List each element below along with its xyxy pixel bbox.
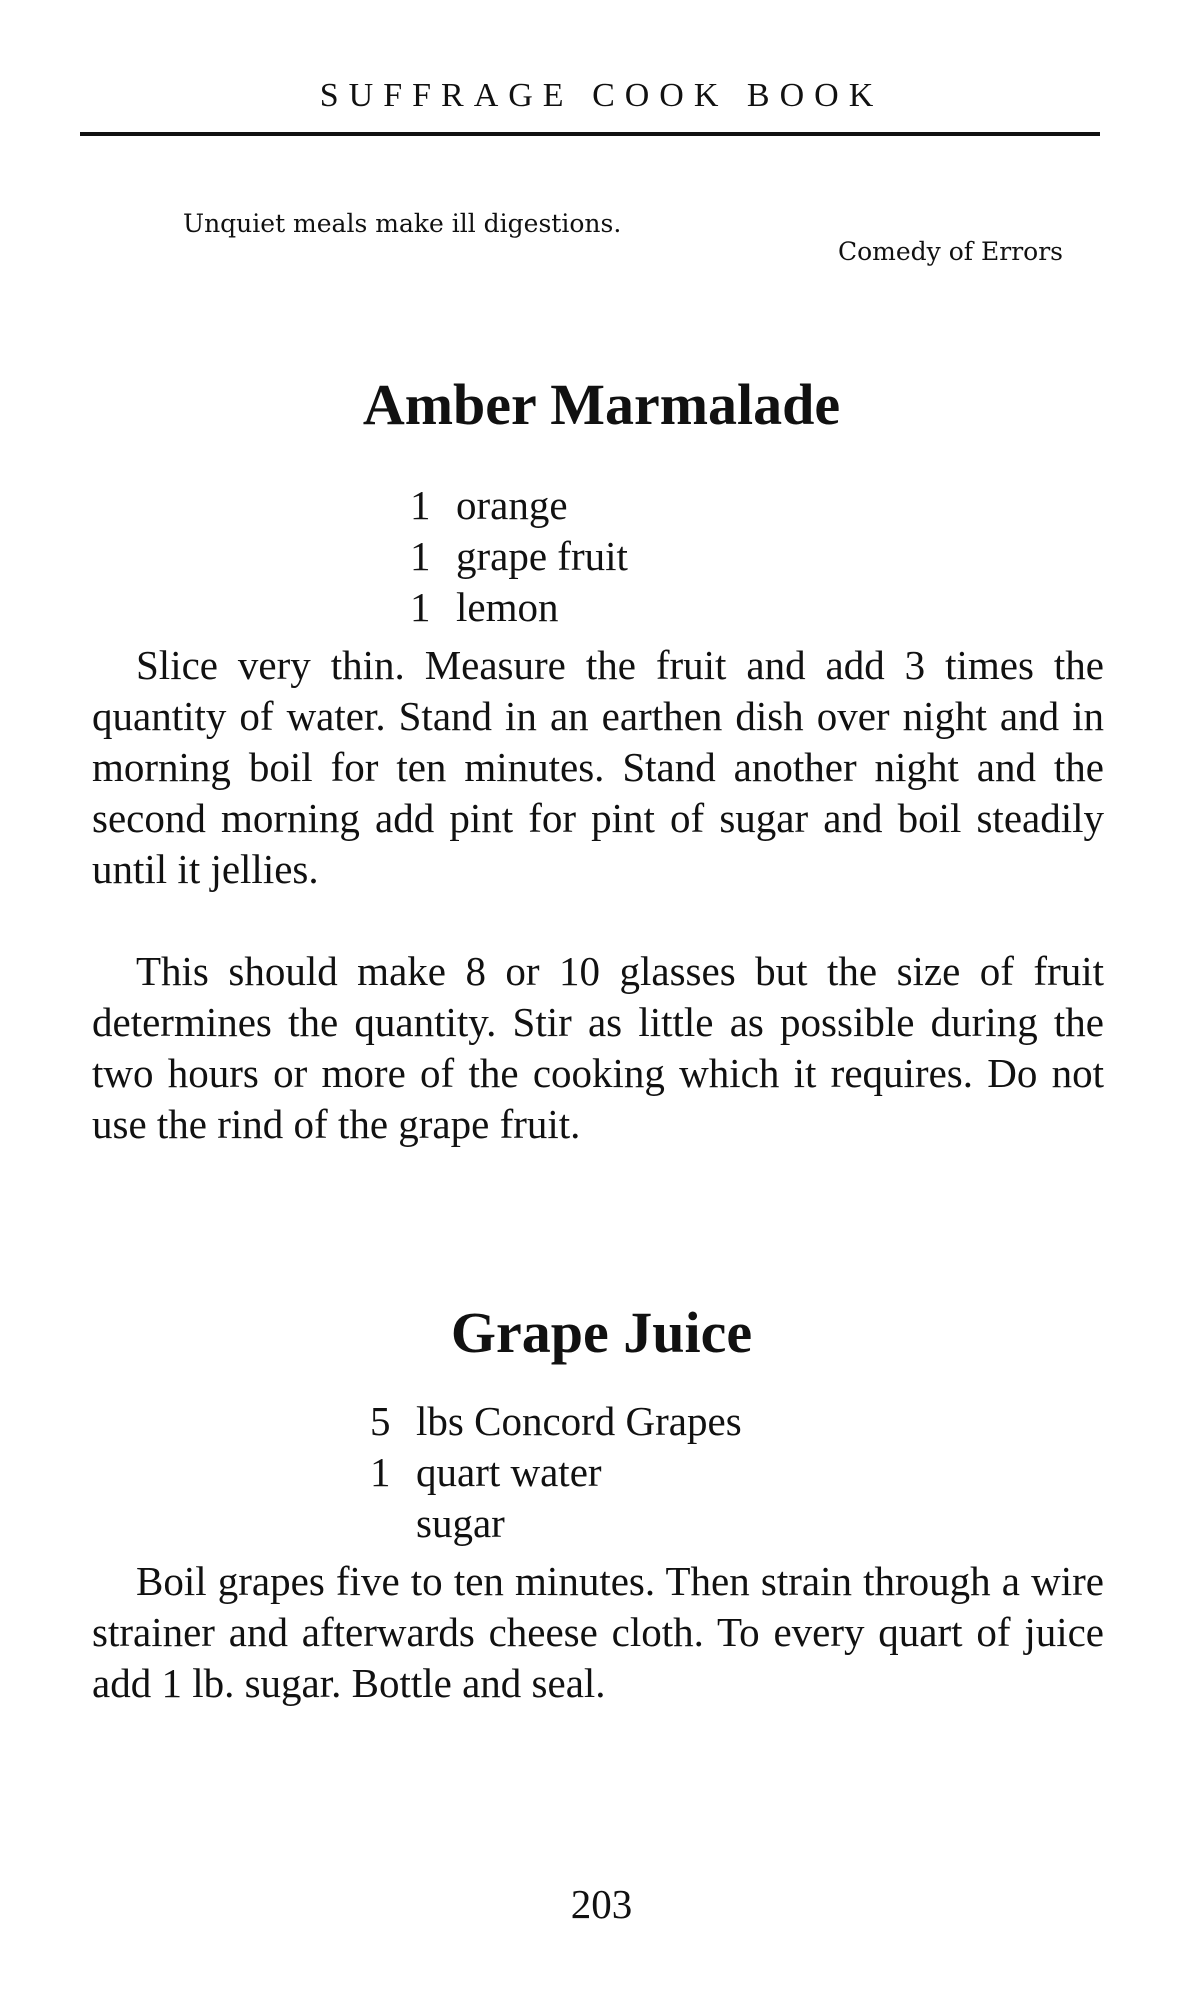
ingredient-name: quart water: [416, 1449, 602, 1495]
recipe-instructions-paragraph: Slice very thin. Measure the fruit and add 3 times the quantity of water. Stand in an earthen dish over night and in morning boil for ten minutes. Stand another night and the second morning add pint for pint of sugar and boil steadily until it jellies.: [92, 642, 1104, 892]
epigraph-quote: Unquiet meals make ill digestions.: [183, 209, 622, 238]
ingredient-quantity: 1: [370, 1449, 391, 1495]
recipe-instructions-paragraph: Boil grapes five to ten minutes. Then strain through a wire strainer and afterwards cheese cloth. To every quart of juice add 1 lb. sugar. Bottle and seal.: [92, 1558, 1104, 1706]
ingredient-name: lemon: [456, 584, 559, 630]
header-rule: [80, 132, 1100, 136]
ingredient-quantity: 1: [410, 482, 431, 528]
page-number: 203: [570, 1881, 633, 1927]
epigraph-source: Comedy of Errors: [838, 237, 1063, 266]
ingredient-item: [370, 1396, 742, 1447]
ingredient-item: [370, 1498, 742, 1549]
ingredient-item: [410, 480, 628, 531]
ingredient-name: orange: [456, 482, 568, 528]
ingredient-name: sugar: [416, 1500, 505, 1546]
ingredient-name: lbs Concord Grapes: [416, 1398, 742, 1444]
recipe-instructions-paragraph: This should make 8 or 10 glasses but the size of fruit determines the quantity. Stir as little as possible during the two hours or more of the cooking which it requires. Do not use the rind of the grape fruit.: [92, 948, 1104, 1147]
ingredient-quantity: 1: [410, 584, 431, 630]
recipe-title-amber-marmalade: Amber Marmalade: [362, 372, 841, 437]
running-head: SUFFRAGE COOK BOOK: [319, 77, 884, 114]
ingredient-list-grape-juice: [370, 1396, 742, 1549]
ingredient-item: [410, 531, 628, 582]
ingredient-list-amber-marmalade: [410, 480, 628, 633]
ingredient-quantity: 1: [410, 533, 431, 579]
ingredient-quantity: 5: [370, 1398, 391, 1444]
ingredient-item: [370, 1447, 742, 1498]
recipe-title-grape-juice: Grape Juice: [450, 1300, 753, 1365]
ingredient-item: [410, 582, 628, 633]
ingredient-name: grape fruit: [456, 533, 628, 579]
